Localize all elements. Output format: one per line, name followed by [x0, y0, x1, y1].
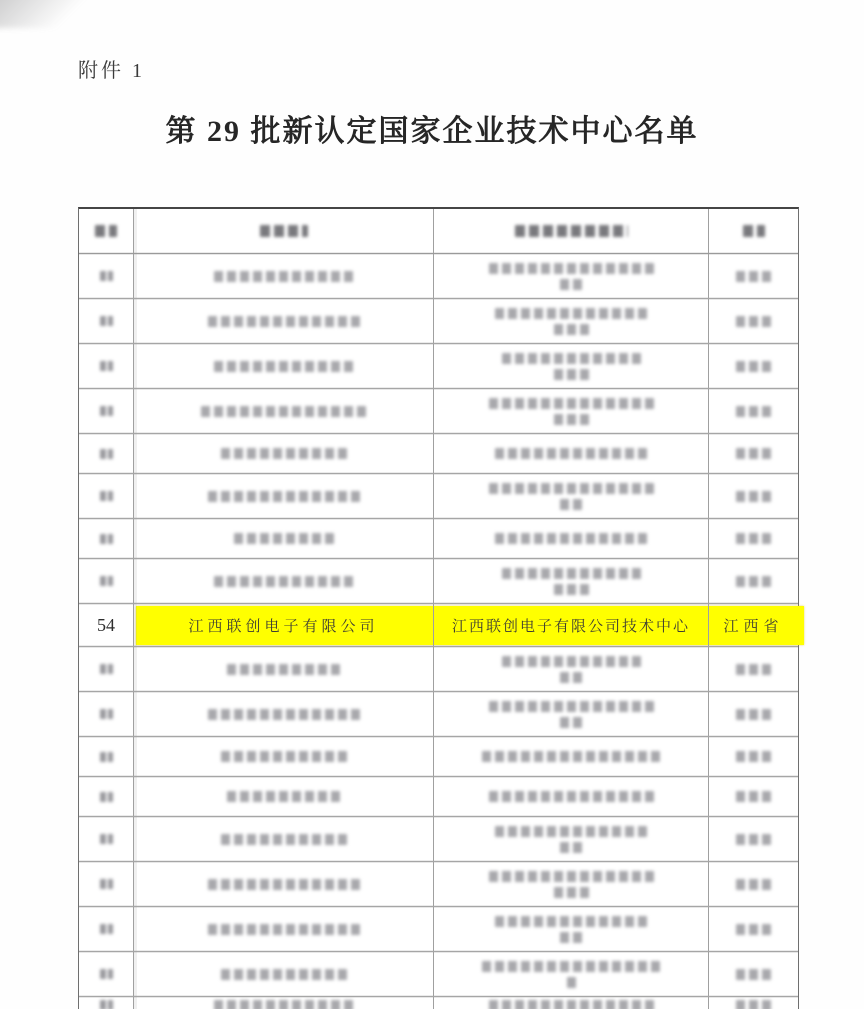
- cell-province: [709, 604, 798, 646]
- cell-province: [709, 862, 798, 906]
- table-row-redacted: [79, 862, 798, 907]
- redacted-text-lines: [502, 656, 641, 683]
- cell-company: [134, 474, 434, 518]
- table-row-redacted: [79, 817, 798, 862]
- redacted-text: [495, 826, 647, 837]
- redacted-text: [214, 576, 353, 587]
- cell-company: [134, 907, 434, 951]
- cell-serial: [79, 997, 134, 1009]
- redacted-text-lines: [502, 353, 641, 380]
- redacted-text-lines: [482, 751, 660, 762]
- redacted-text: [100, 969, 113, 979]
- redacted-text: [208, 491, 360, 502]
- redacted-text-lines: [495, 826, 647, 853]
- cell-company: [134, 559, 434, 603]
- scan-shadow: [0, 0, 120, 28]
- redacted-text: [95, 225, 117, 237]
- company-name: 江西联创电子有限公司: [188, 618, 379, 635]
- redacted-text: [489, 701, 654, 712]
- redacted-text: [554, 584, 589, 595]
- cell-province: [709, 344, 798, 388]
- cell-province: [709, 907, 798, 951]
- redacted-text: [502, 353, 641, 364]
- redacted-text: [100, 924, 113, 934]
- redacted-text: [227, 791, 340, 802]
- redacted-text: [736, 406, 771, 417]
- cell-serial: [79, 862, 134, 906]
- redacted-text: [489, 483, 654, 494]
- redacted-text: [495, 308, 647, 319]
- tech-center-name: 江西联创电子有限公司技术中心: [451, 618, 690, 635]
- cell-center: [434, 474, 709, 518]
- cell-serial: [79, 254, 134, 298]
- redacted-text: [515, 225, 628, 237]
- redacted-text: [227, 664, 340, 675]
- redacted-text: [100, 752, 113, 762]
- cell-serial: [79, 389, 134, 433]
- cell-company: [134, 647, 434, 691]
- cell-company: [134, 434, 434, 473]
- redacted-text: [221, 751, 347, 762]
- cell-province: [709, 777, 798, 816]
- cell-province: [709, 434, 798, 473]
- redacted-text: [554, 324, 589, 335]
- cell-company: [134, 997, 434, 1009]
- redacted-text: [100, 576, 113, 586]
- redacted-text-lines: [489, 791, 654, 802]
- roster-table: [78, 207, 799, 1009]
- cell-company: [134, 299, 434, 343]
- cell-company: [134, 604, 434, 646]
- attachment-label: 附件 1: [78, 60, 145, 82]
- cell-serial: [79, 344, 134, 388]
- cell-center: [434, 647, 709, 691]
- redacted-text: [743, 225, 765, 237]
- cell-company: [134, 777, 434, 816]
- redacted-text: [234, 533, 334, 544]
- table-row-redacted: [79, 737, 798, 777]
- cell-serial: [79, 604, 134, 646]
- redacted-text: [560, 717, 582, 728]
- redacted-text: [489, 398, 654, 409]
- cell-center: [434, 777, 709, 816]
- cell-center: [434, 862, 709, 906]
- redacted-text: [100, 709, 113, 719]
- cell-center: [434, 907, 709, 951]
- table-row-redacted: [79, 434, 798, 474]
- cell-province: [709, 817, 798, 861]
- redacted-text: [736, 316, 771, 327]
- redacted-text: [482, 961, 660, 972]
- redacted-text: [208, 924, 360, 935]
- redacted-text: [100, 879, 113, 889]
- cell-center: [434, 952, 709, 996]
- redacted-text-lines: [489, 1000, 654, 1009]
- redacted-text: [221, 448, 347, 459]
- redacted-text: [100, 406, 113, 416]
- redacted-text: [208, 316, 360, 327]
- cell-company: [134, 254, 434, 298]
- table-row-redacted: [79, 299, 798, 344]
- redacted-text: [100, 449, 113, 459]
- cell-province: [709, 647, 798, 691]
- redacted-text: [208, 709, 360, 720]
- redacted-text: [736, 491, 771, 502]
- cell-serial: [79, 474, 134, 518]
- cell-serial: [79, 777, 134, 816]
- cell-serial: [79, 647, 134, 691]
- redacted-text: [495, 916, 647, 927]
- cell-center: [434, 254, 709, 298]
- table-row-redacted: [79, 692, 798, 737]
- cell-province: [709, 474, 798, 518]
- redacted-text: [736, 924, 771, 935]
- redacted-text: [214, 271, 353, 282]
- page-title: 第 29 批新认定国家企业技术中心名单: [165, 115, 699, 148]
- redacted-text: [560, 672, 582, 683]
- cell-company: [134, 862, 434, 906]
- cell-center: [434, 344, 709, 388]
- redacted-text: [736, 969, 771, 980]
- table-row-redacted: [79, 559, 798, 604]
- redacted-text: [100, 491, 113, 501]
- redacted-text: [100, 792, 113, 802]
- cell-serial: [79, 817, 134, 861]
- redacted-text-lines: [482, 961, 660, 988]
- redacted-text: [736, 709, 771, 720]
- cell-company: [134, 389, 434, 433]
- redacted-text-lines: [489, 398, 654, 425]
- redacted-text: [554, 414, 589, 425]
- redacted-text: [489, 791, 654, 802]
- cell-serial: [79, 952, 134, 996]
- redacted-text: [100, 271, 113, 281]
- cell-company: [134, 692, 434, 736]
- redacted-text: [100, 1000, 113, 1009]
- cell-company: [134, 817, 434, 861]
- redacted-text: [736, 834, 771, 845]
- cell-company: [134, 344, 434, 388]
- header-cell-province: [709, 209, 798, 253]
- redacted-text: [489, 263, 654, 274]
- redacted-text: [736, 791, 771, 802]
- cell-company: [134, 519, 434, 558]
- cell-center: [434, 519, 709, 558]
- redacted-text: [100, 664, 113, 674]
- cell-center: [434, 737, 709, 776]
- redacted-text-lines: [495, 308, 647, 335]
- table-row-redacted: [79, 907, 798, 952]
- cell-province: [709, 692, 798, 736]
- province-name: 江西省: [723, 618, 784, 635]
- cell-serial: [79, 907, 134, 951]
- redacted-text: [567, 977, 576, 988]
- redacted-text: [554, 887, 589, 898]
- redacted-text: [489, 871, 654, 882]
- table-row-redacted: [79, 519, 798, 559]
- redacted-text: [560, 279, 582, 290]
- cell-serial: [79, 737, 134, 776]
- redacted-text: [201, 406, 366, 417]
- cell-province: [709, 559, 798, 603]
- redacted-text: [736, 448, 771, 459]
- redacted-text: [260, 225, 308, 237]
- table-header-row: [79, 209, 798, 254]
- redacted-text: [495, 533, 647, 544]
- redacted-text-lines: [502, 568, 641, 595]
- header-cell-company: [134, 209, 434, 253]
- redacted-text: [100, 534, 113, 544]
- redacted-text: [100, 834, 113, 844]
- redacted-text-lines: [495, 448, 647, 459]
- cell-serial: [79, 519, 134, 558]
- redacted-text: [736, 751, 771, 762]
- redacted-text-lines: [489, 871, 654, 898]
- redacted-text: [736, 664, 771, 675]
- redacted-text: [502, 656, 641, 667]
- cell-company: [134, 737, 434, 776]
- cell-center: [434, 434, 709, 473]
- cell-province: [709, 737, 798, 776]
- cell-center: [434, 389, 709, 433]
- redacted-text: [560, 932, 582, 943]
- redacted-text: [736, 576, 771, 587]
- redacted-text-lines: [495, 916, 647, 943]
- redacted-text: [214, 1000, 353, 1009]
- redacted-text: [214, 361, 353, 372]
- cell-center: [434, 604, 709, 646]
- highlighted-row: [79, 604, 798, 647]
- table-row-redacted: [79, 389, 798, 434]
- cell-center: [434, 817, 709, 861]
- header-cell-serial: [79, 209, 134, 253]
- redacted-text: [221, 969, 347, 980]
- cell-center: [434, 997, 709, 1009]
- table-row-redacted: [79, 344, 798, 389]
- redacted-text: [502, 568, 641, 579]
- serial-number: 54: [97, 614, 115, 635]
- redacted-text: [100, 316, 113, 326]
- cell-center: [434, 559, 709, 603]
- table-row-redacted: [79, 647, 798, 692]
- redacted-text: [560, 842, 582, 853]
- table-row-redacted: [79, 952, 798, 997]
- cell-serial: [79, 559, 134, 603]
- cell-province: [709, 389, 798, 433]
- cell-province: [709, 299, 798, 343]
- table-row-partial: [79, 997, 798, 1009]
- redacted-text-lines: [489, 701, 654, 728]
- redacted-text: [736, 879, 771, 890]
- cell-serial: [79, 299, 134, 343]
- redacted-text-lines: [489, 483, 654, 510]
- cell-serial: [79, 434, 134, 473]
- cell-province: [709, 519, 798, 558]
- cell-province: [709, 254, 798, 298]
- table-row-redacted: [79, 474, 798, 519]
- redacted-text: [100, 361, 113, 371]
- redacted-text: [554, 369, 589, 380]
- redacted-text-lines: [489, 263, 654, 290]
- cell-center: [434, 692, 709, 736]
- header-cell-center: [434, 209, 709, 253]
- cell-province: [709, 952, 798, 996]
- cell-province: [709, 997, 798, 1009]
- redacted-text: [482, 751, 660, 762]
- redacted-text: [495, 448, 647, 459]
- cell-company: [134, 952, 434, 996]
- redacted-text: [736, 533, 771, 544]
- table-row-redacted: [79, 777, 798, 817]
- cell-serial: [79, 692, 134, 736]
- redacted-text: [736, 1000, 771, 1009]
- redacted-text: [560, 499, 582, 510]
- redacted-text-lines: [495, 533, 647, 544]
- cell-center: [434, 299, 709, 343]
- table-row-redacted: [79, 254, 798, 299]
- redacted-text: [489, 1000, 654, 1009]
- redacted-text: [736, 361, 771, 372]
- redacted-text: [208, 879, 360, 890]
- redacted-text: [221, 834, 347, 845]
- redacted-text: [736, 271, 771, 282]
